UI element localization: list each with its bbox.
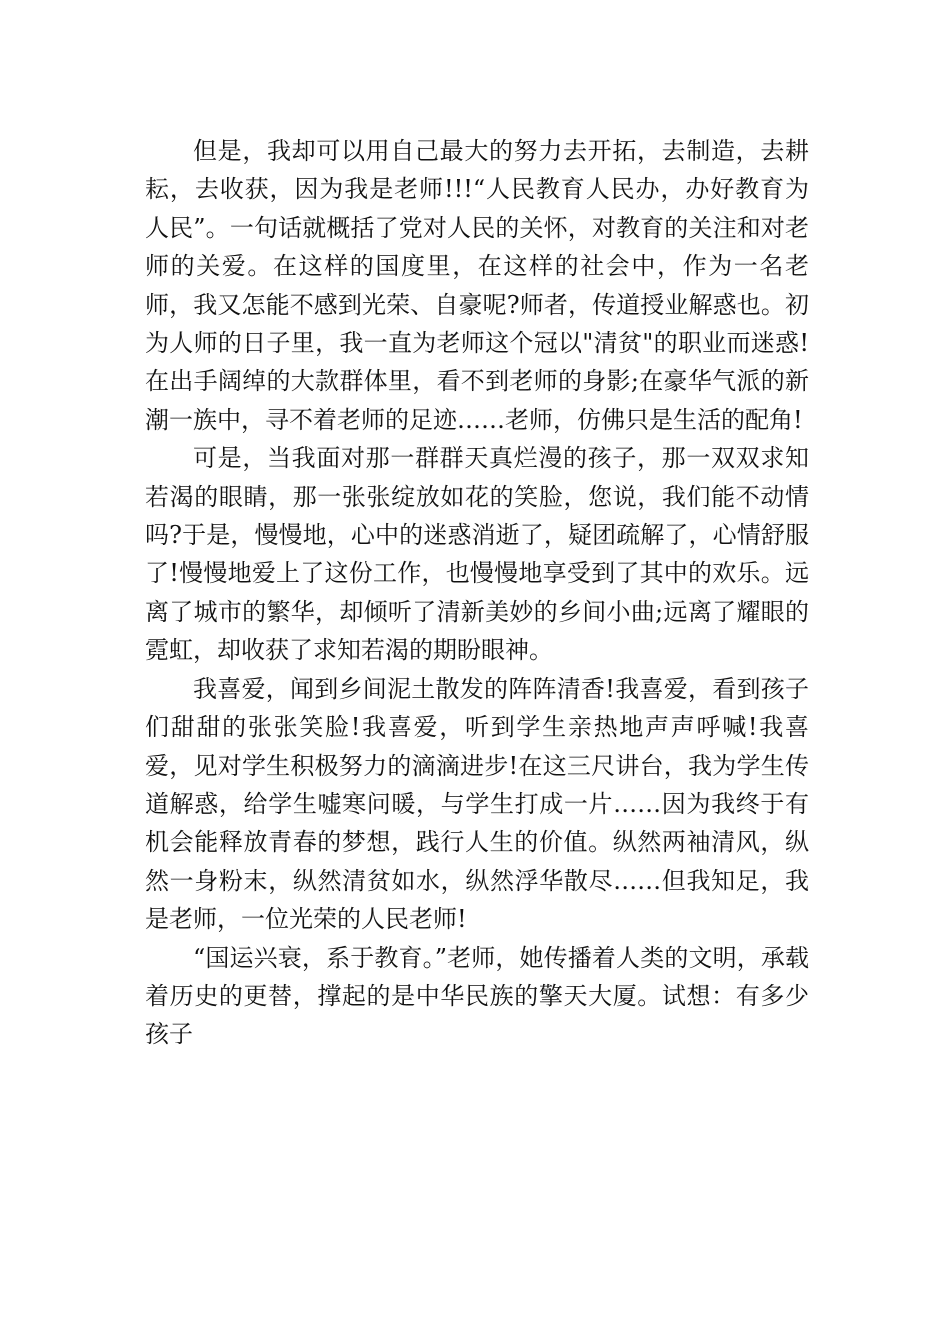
paragraph-4: “国运兴衰，系于教育。”老师，她传播着人类的文明，承载着历史的更替，撑起的是中华民族的擎天大厦。试想：有多少孩子 [145,943,809,1049]
paragraph-2: 可是，当我面对那一群群天真烂漫的孩子，那一双双求知若渴的眼睛，那一张张绽放如花的笑脸，您说，我们能不动情吗?于是，慢慢地，心中的迷惑消逝了，疑团疏解了，心情舒服了!慢慢地爱上了这份工作，也慢慢地享受到了其中的欢乐。远离了城市的繁华，却倾听了清新美妙的乡间小曲;远离了耀眼的霓虹，却收获了求知若渴的期盼眼神。 [145,444,809,665]
paragraph-1: 但是，我却可以用自己最大的努力去开拓，去制造，去耕耘，去收获，因为我是老师!!!“人民教育人民办，办好教育为人民”。一句话就概括了党对人民的关怀，对教育的关注和对老师的关爱。在这样的国度里，在这样的社会中，作为一名老师，我又怎能不感到光荣、自豪呢?师者，传道授业解惑也。初为人师的日子里，我一直为老师这个冠以"清贫"的职业而迷惑!在出手阔绰的大款群体里，看不到老师的身影;在豪华气派的新潮一族中，寻不着老师的足迹……老师，仿佛只是生活的配角! [145,137,809,434]
paragraph-3: 我喜爱，闻到乡间泥土散发的阵阵清香!我喜爱，看到孩子们甜甜的张张笑脸!我喜爱，听到学生亲热地声声呼喊!我喜爱，见对学生积极努力的滴滴进步!在这三尺讲台，我为学生传道解惑，给学生嘘寒问暖，与学生打成一片……因为我终于有机会能释放青春的梦想，践行人生的价值。纵然两袖清风，纵然一身粉末，纵然清贫如水，纵然浮华散尽……但我知足，我是老师，一位光荣的人民老师! [145,674,809,934]
document-body [145,132,809,1054]
